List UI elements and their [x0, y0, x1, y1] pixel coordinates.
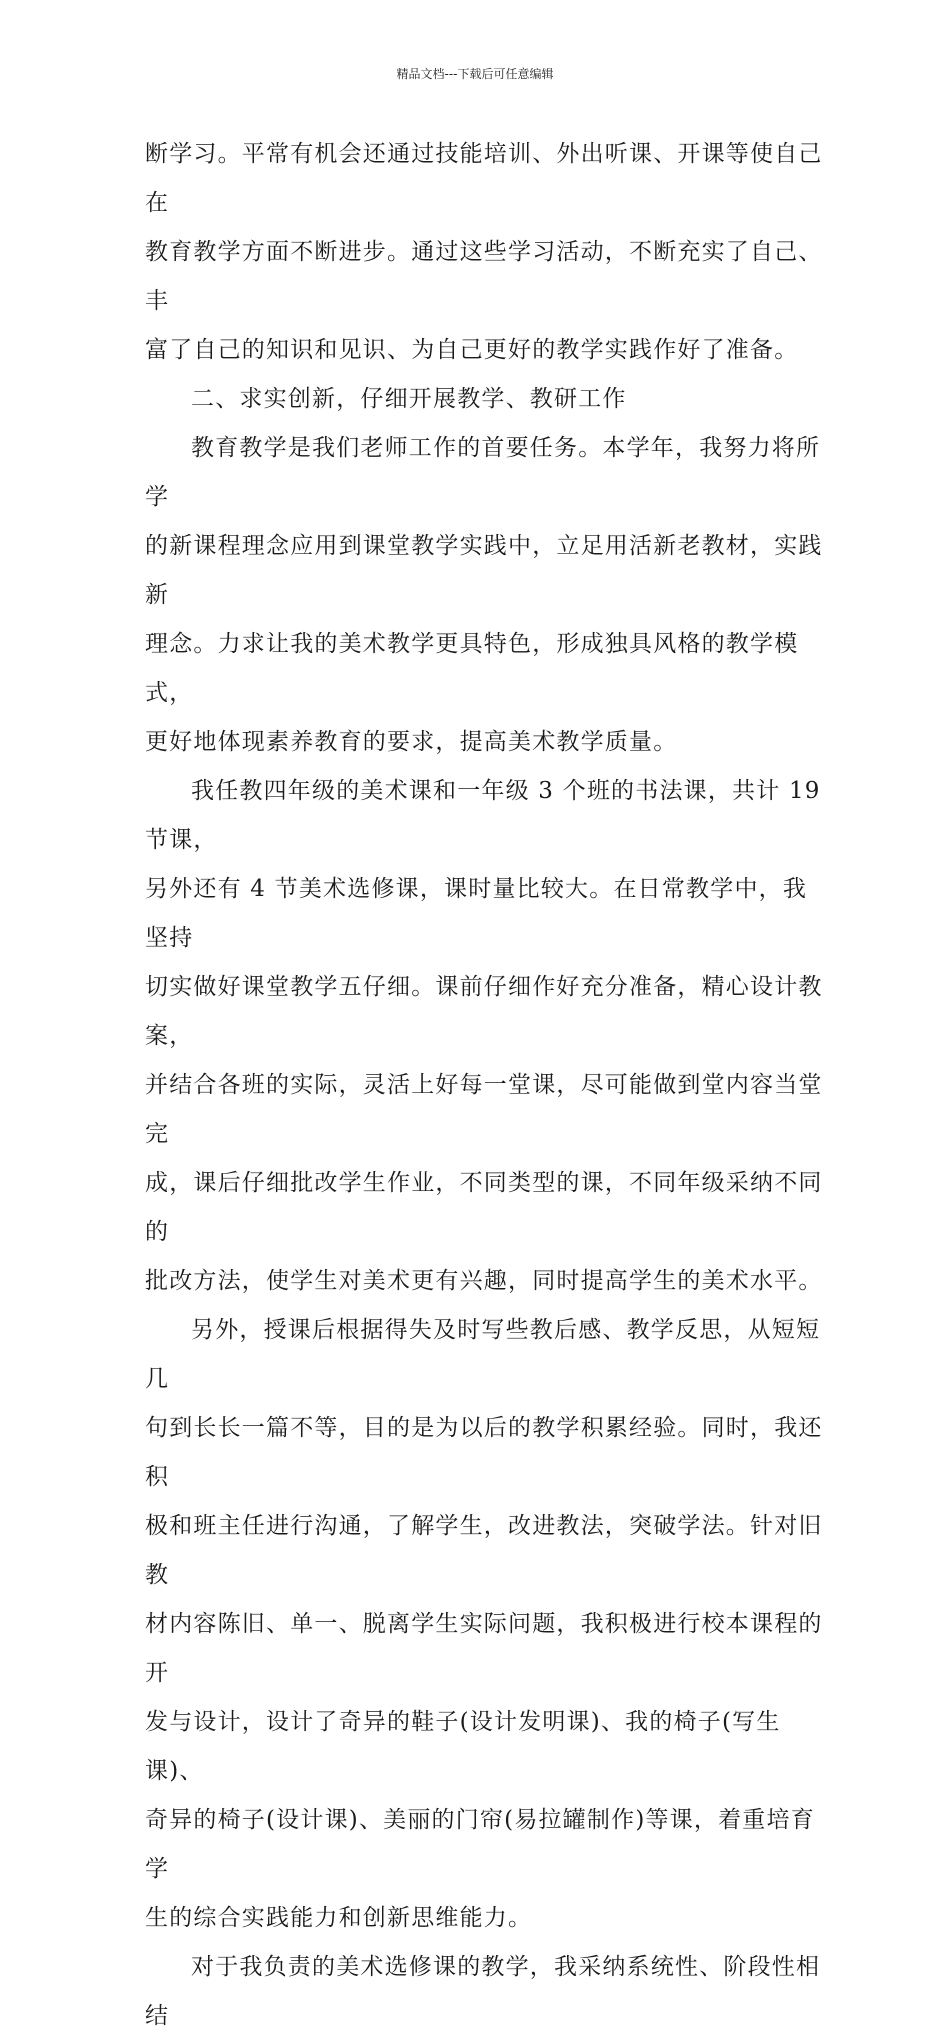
text-line: 理念。力求让我的美术教学更具特色，形成独具风格的教学模式， — [145, 631, 799, 706]
text-line: 批改方法，使学生对美术更有兴趣，同时提高学生的美术水平。 — [145, 1268, 823, 1294]
paragraph — [145, 1306, 825, 1943]
text-line: 断学习。平常有机会还通过技能培训、外出听课、开课等使自己在 — [145, 141, 823, 216]
text-line: 句到长长一篇不等，目的是为以后的教学积累经验。同时，我还积 — [145, 1415, 823, 1490]
document-body — [145, 130, 825, 2041]
text-line: 更好地体现素养教育的要求，提高美术教学质量。 — [145, 729, 678, 755]
text-line: 另外还有 4 节美术选修课，课时量比较大。在日常教学中，我坚持 — [145, 876, 808, 951]
text-line: 教育教学是我们老师工作的首要任务。本学年，我努力将所学 — [145, 435, 821, 510]
text-line: 我任教四年级的美术课和一年级 3 个班的书法课，共计 19 节课， — [145, 778, 821, 853]
text-line: 成，课后仔细批改学生作业，不同类型的课，不同年级采纳不同的 — [145, 1170, 823, 1245]
text-line: 极和班主任进行沟通，了解学生，改进教法，突破学法。针对旧教 — [145, 1513, 823, 1588]
text-line: 奇异的椅子(设计课)、美丽的门帘(易拉罐制作)等课，着重培育学 — [145, 1807, 815, 1882]
text-line: 切实做好课堂教学五仔细。课前仔细作好充分准备，精心设计教案， — [145, 974, 823, 1049]
paragraph — [145, 767, 825, 1306]
text-line: 教育教学方面不断进步。通过这些学习活动，不断充实了自己、丰 — [145, 239, 823, 314]
page-header: 精品文档---下载后可任意编辑 — [396, 67, 554, 81]
text-line: 的新课程理念应用到课堂教学实践中，立足用活新老教材，实践新 — [145, 533, 823, 608]
paragraph — [145, 424, 825, 767]
text-line: 生的综合实践能力和创新思维能力。 — [145, 1905, 533, 1931]
section-heading-text: 二、求实创新，仔细开展教学、教研工作 — [191, 386, 627, 412]
text-line: 另外，授课后根据得失及时写些教后感、教学反思，从短短几 — [145, 1317, 821, 1392]
text-line: 材内容陈旧、单一、脱离学生实际问题，我积极进行校本课程的开 — [145, 1611, 823, 1686]
paragraph-continuation — [145, 130, 825, 375]
paragraph — [145, 1943, 825, 2041]
text-line: 富了自己的知识和见识、为自己更好的教学实践作好了准备。 — [145, 337, 799, 363]
section-heading — [145, 375, 825, 424]
text-line: 并结合各班的实际，灵活上好每一堂课，尽可能做到堂内容当堂完 — [145, 1072, 823, 1147]
text-line: 发与设计，设计了奇异的鞋子(设计发明课)、我的椅子(写生课)、 — [145, 1709, 781, 1784]
text-line: 对于我负责的美术选修课的教学，我采纳系统性、阶段性相结 — [145, 1954, 821, 2029]
